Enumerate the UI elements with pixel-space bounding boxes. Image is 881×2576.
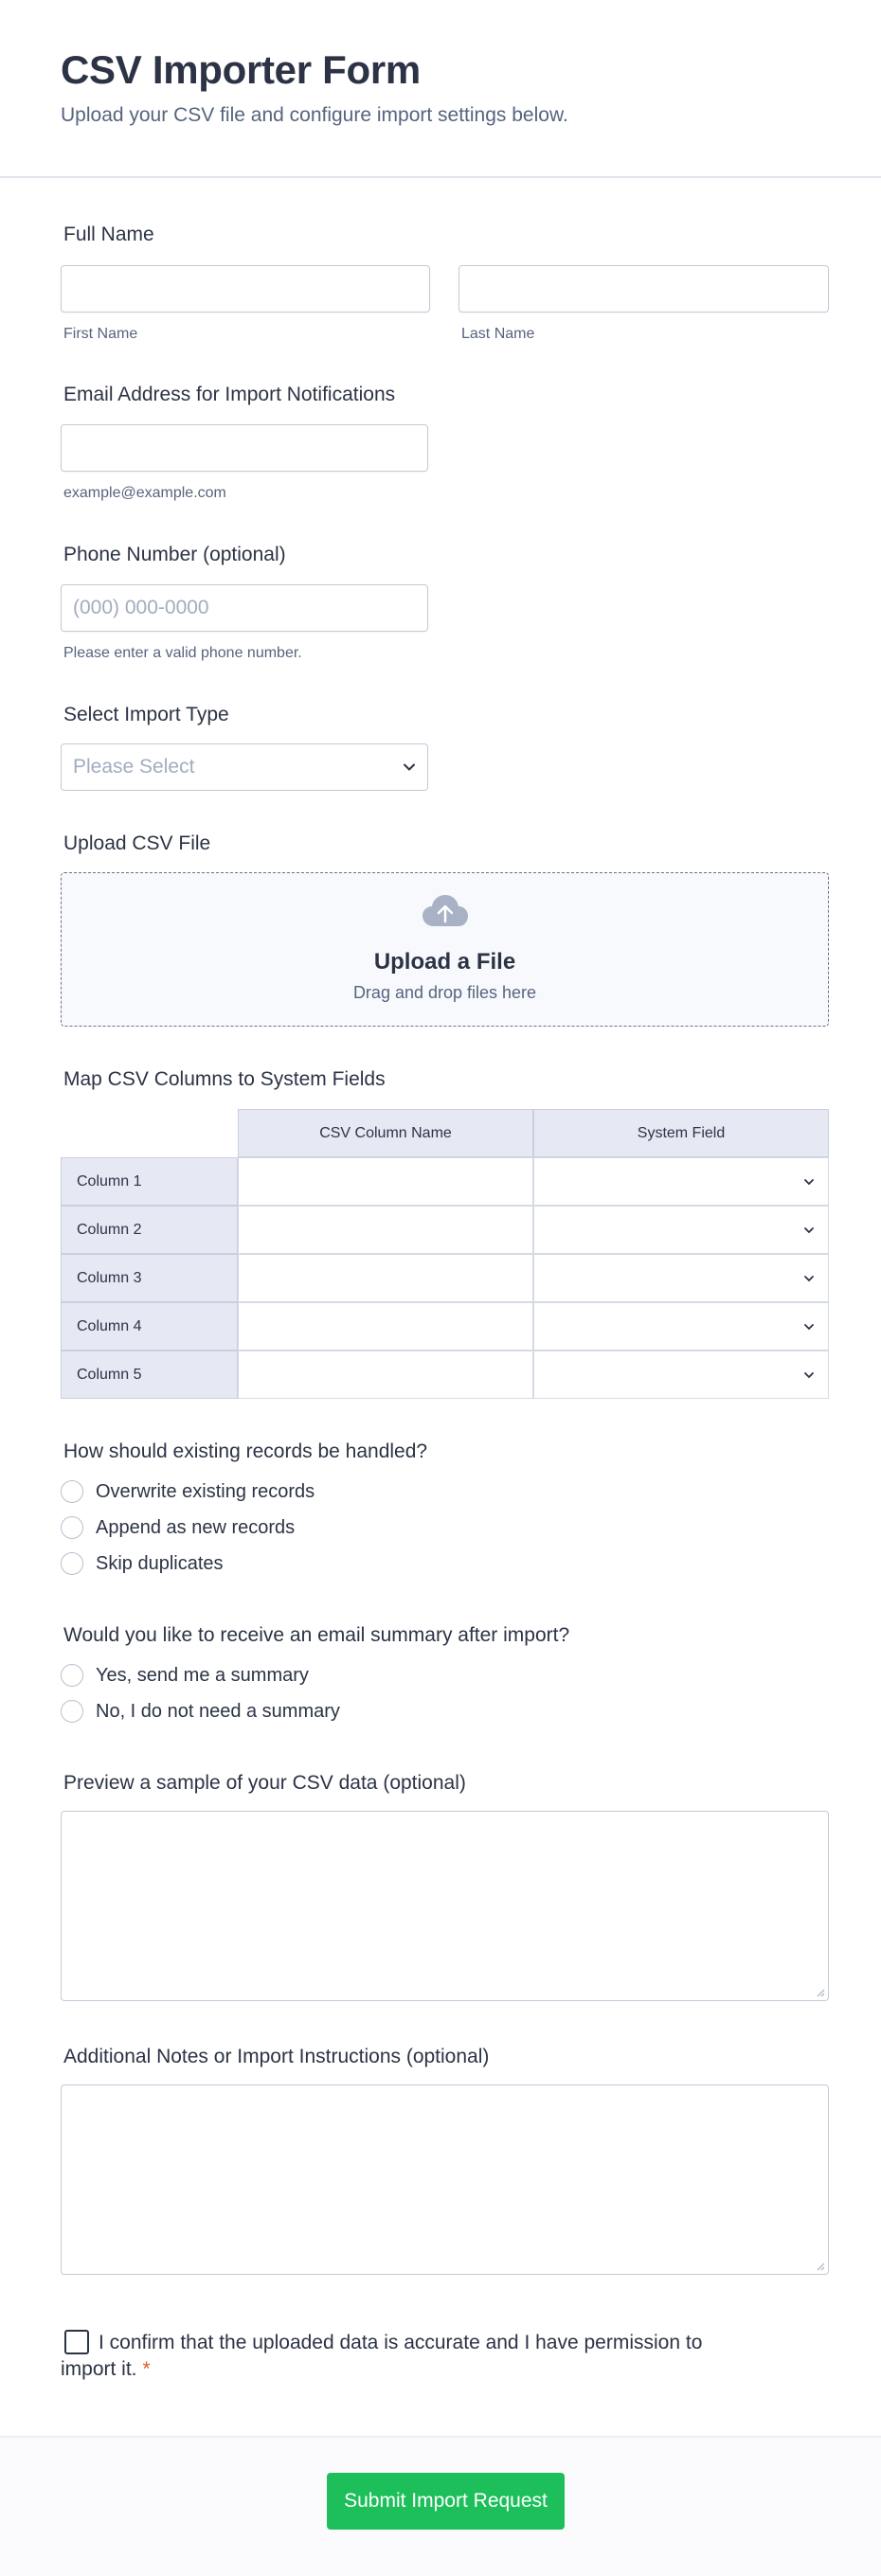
radio-label: Skip duplicates xyxy=(96,1552,224,1574)
csv-column-name-input[interactable] xyxy=(238,1302,533,1351)
email-summary-label: Would you like to receive an email summary after import? xyxy=(63,1624,570,1646)
radio-label: Overwrite existing records xyxy=(96,1480,315,1502)
system-field-select[interactable] xyxy=(533,1351,829,1399)
radio-label: No, I do not need a summary xyxy=(96,1700,340,1722)
table-corner xyxy=(61,1109,238,1157)
chevron-down-icon xyxy=(803,1273,815,1284)
csv-column-name-input[interactable] xyxy=(238,1157,533,1206)
radio-button[interactable] xyxy=(61,1552,83,1575)
import-type-select[interactable] xyxy=(61,743,428,791)
phone-sublabel: Please enter a valid phone number. xyxy=(63,645,302,661)
radio-option-no-summary[interactable] xyxy=(61,1700,340,1723)
page-subtitle: Upload your CSV file and configure import settings below. xyxy=(61,104,568,126)
phone-label: Phone Number (optional) xyxy=(63,544,286,565)
radio-button[interactable] xyxy=(61,1480,83,1503)
first-name-sublabel: First Name xyxy=(63,326,138,342)
upload-label: Upload CSV File xyxy=(63,832,211,854)
radio-option-overwrite[interactable] xyxy=(61,1480,315,1503)
form-header xyxy=(0,0,881,178)
radio-option-append[interactable] xyxy=(61,1516,295,1539)
email-input[interactable] xyxy=(61,424,428,472)
page-title: CSV Importer Form xyxy=(61,47,421,92)
preview-textarea[interactable] xyxy=(61,1811,829,2001)
row-header: Column 1 xyxy=(61,1157,238,1206)
csv-column-name-input[interactable] xyxy=(238,1351,533,1399)
system-field-select[interactable] xyxy=(533,1302,829,1351)
last-name-input[interactable] xyxy=(458,265,829,313)
chevron-down-icon xyxy=(403,760,416,774)
row-header: Column 4 xyxy=(61,1302,238,1351)
import-type-placeholder: Please Select xyxy=(73,756,195,778)
cloud-upload-icon xyxy=(422,894,469,928)
system-field-select[interactable] xyxy=(533,1254,829,1302)
phone-input[interactable] xyxy=(61,584,428,632)
row-header: Column 3 xyxy=(61,1254,238,1302)
email-sublabel: example@example.com xyxy=(63,485,226,501)
system-field-select[interactable] xyxy=(533,1206,829,1254)
full-name-label: Full Name xyxy=(63,224,154,245)
table-row xyxy=(61,1157,829,1206)
confirm-text: I confirm that the uploaded data is accurate and I have permission to import it. xyxy=(61,2332,703,2380)
radio-option-yes-summary[interactable] xyxy=(61,1664,309,1687)
mapping-label: Map CSV Columns to System Fields xyxy=(63,1068,386,1090)
notes-textarea[interactable] xyxy=(61,2084,829,2275)
radio-button[interactable] xyxy=(61,1700,83,1723)
required-mark: * xyxy=(142,2358,151,2380)
upload-subtitle: Drag and drop files here xyxy=(352,983,537,1002)
col-header-csv-column: CSV Column Name xyxy=(238,1109,533,1157)
table-row xyxy=(61,1302,829,1351)
csv-column-name-input[interactable] xyxy=(238,1206,533,1254)
table-row xyxy=(61,1254,829,1302)
radio-button[interactable] xyxy=(61,1516,83,1539)
radio-option-skip[interactable] xyxy=(61,1552,224,1575)
radio-button[interactable] xyxy=(61,1664,83,1687)
row-header: Column 5 xyxy=(61,1351,238,1399)
email-label: Email Address for Import Notifications xyxy=(63,384,396,405)
confirm-checkbox[interactable] xyxy=(64,2330,89,2354)
system-field-select[interactable] xyxy=(533,1157,829,1206)
resize-handle-icon[interactable] xyxy=(816,2262,825,2271)
chevron-down-icon xyxy=(803,1176,815,1188)
col-header-system-field: System Field xyxy=(533,1109,829,1157)
radio-label: Append as new records xyxy=(96,1516,296,1538)
chevron-down-icon xyxy=(803,1225,815,1236)
existing-records-label: How should existing records be handled? xyxy=(63,1440,428,1462)
radio-label: Yes, send me a summary xyxy=(96,1664,309,1686)
resize-handle-icon[interactable] xyxy=(816,1988,825,1997)
table-row xyxy=(61,1206,829,1254)
confirm-checkbox-row[interactable] xyxy=(61,2330,743,2383)
column-mapping-table xyxy=(61,1109,829,1399)
row-header: Column 2 xyxy=(61,1206,238,1254)
submit-button[interactable]: Submit Import Request xyxy=(327,2473,565,2530)
file-upload-dropzone[interactable] xyxy=(61,872,829,1027)
preview-label: Preview a sample of your CSV data (optional) xyxy=(63,1772,466,1794)
table-header-row xyxy=(61,1109,829,1157)
notes-label: Additional Notes or Import Instructions (optional) xyxy=(63,2046,490,2067)
table-row xyxy=(61,1351,829,1399)
csv-column-name-input[interactable] xyxy=(238,1254,533,1302)
chevron-down-icon xyxy=(803,1369,815,1381)
upload-title: Upload a File xyxy=(373,949,516,975)
import-type-label: Select Import Type xyxy=(63,704,229,725)
first-name-input[interactable] xyxy=(61,265,430,313)
chevron-down-icon xyxy=(803,1321,815,1333)
last-name-sublabel: Last Name xyxy=(461,326,535,342)
